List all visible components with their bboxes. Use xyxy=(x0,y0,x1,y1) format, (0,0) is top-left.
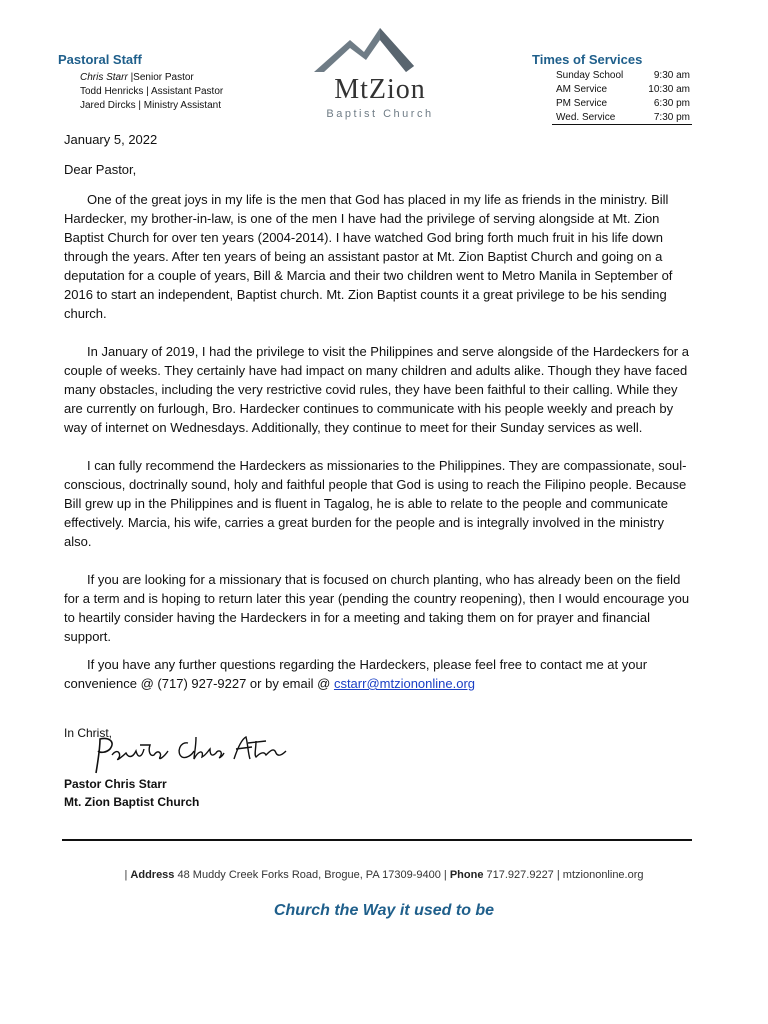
paragraph: I can fully recommend the Hardeckers as missionaries to the Philippines. They are compassionate, soul-conscious, doctrinally sound, holy and faithful people that God is using to reach the Filipino people. Because Bill grew up in the Philippines and is fluent in Tagalog, he is able to relate to the people and communicate effectively. Marcia, his wife, carries a great burden for the people and is integrally involved in the ministry also. xyxy=(64,458,687,549)
service-name: PM Service xyxy=(556,98,608,109)
signer-name: Pastor Chris Starr xyxy=(64,777,167,791)
times-of-services xyxy=(532,52,692,126)
staff-role: |Senior Pastor xyxy=(130,72,194,83)
contact-text: If you have any further questions regarding the Hardeckers, please feel free to contact me at your convenience @ (717) 927-9227 or by email @ xyxy=(64,657,648,691)
staff-role: | Ministry Assistant xyxy=(138,100,221,111)
phone-text: 717.927.9227 xyxy=(486,869,554,881)
mountain-icon xyxy=(310,26,450,76)
paragraph: One of the great joys in my life is the men that God has placed in my life as friends in the ministry. Bill Hardecker, my brother-in-law, is one of the men I have had the privilege of serving alongside at Mt. Zion Baptist Church for over ten years (2004-2014). I have watched God bring forth much fruit in his life down through the years. After ten years of being an assistant pastor at Mt. Zion Baptist Church and going on a deputation for a couple of years, Bill & Marcia and their two children went to Metro Manila in September of 2016 to start an independent, Baptist church. Mt. Zion Baptist counts it a great privilege to be his sending church. xyxy=(64,192,673,321)
service-row xyxy=(532,70,692,84)
letter-body xyxy=(64,130,694,712)
logo-subtitle: Baptist Church xyxy=(326,108,434,120)
service-row xyxy=(532,98,692,112)
footer-separator: | xyxy=(556,869,563,881)
staff-line xyxy=(80,99,288,113)
letter-date: January 5, 2022 xyxy=(64,132,158,147)
email-link[interactable]: cstarr@mtziononline.org xyxy=(333,676,476,691)
service-name: Sunday School xyxy=(556,70,624,81)
address-label: Address xyxy=(130,869,175,881)
closing: In Christ, xyxy=(64,726,113,740)
salutation: Dear Pastor, xyxy=(64,162,137,177)
tagline: Church the Way it used to be xyxy=(273,902,495,919)
service-time: 9:30 am xyxy=(653,70,690,81)
website-text[interactable]: mtziononline.org xyxy=(562,869,644,881)
footer-divider xyxy=(62,839,692,841)
service-time: 6:30 pm xyxy=(653,98,690,109)
signature-block xyxy=(64,775,199,811)
address-text: 48 Muddy Creek Forks Road, Brogue, PA 17309-9400 xyxy=(177,869,441,881)
staff-name: Jared Dircks xyxy=(80,100,136,111)
times-title: Times of Services xyxy=(532,52,643,67)
contact-paragraph xyxy=(64,655,694,693)
footer-separator: | xyxy=(124,869,131,881)
staff-name: Todd Henricks xyxy=(80,86,144,97)
signature-image xyxy=(88,733,288,777)
staff-name: Chris Starr xyxy=(80,72,128,83)
paragraph: If you are looking for a missionary that is focused on church planting, who has already been on the field for a term and is hoping to return later this year (pending the country reopening), then I would encourage you to heartily consider having the Hardeckers in for a meeting and taking them on for prayer and financial support. xyxy=(64,572,690,644)
phone-label: Phone xyxy=(449,869,484,881)
signer-church: Mt. Zion Baptist Church xyxy=(64,795,200,809)
pastoral-staff xyxy=(58,52,288,113)
footer-separator: | xyxy=(443,869,450,881)
staff-line xyxy=(80,71,288,85)
times-divider xyxy=(552,124,692,125)
logo-name: MtZion xyxy=(334,74,426,105)
service-name: Wed. Service xyxy=(556,112,616,123)
staff-line xyxy=(80,85,288,99)
service-time: 10:30 am xyxy=(648,84,690,95)
footer-contact xyxy=(0,869,768,881)
staff-role: | Assistant Pastor xyxy=(146,86,224,97)
paragraph: In January of 2019, I had the privilege to visit the Philippines and serve alongside of the Hardeckers for a couple of weeks. They certainly have had impact on many children and adults alike. Though they have faced many obstacles, including the very restrictive covid rules, they have been faithful to their calling. While they are currently on furlough, Bro. Hardecker continues to communicate with his people weekly and preach by way of internet on Wednesdays. Additionally, they continue to meet for their Sunday services as well. xyxy=(64,344,689,435)
service-time: 7:30 pm xyxy=(653,112,690,123)
staff-title: Pastoral Staff xyxy=(58,52,142,67)
service-row xyxy=(532,84,692,98)
church-logo xyxy=(310,26,450,122)
service-name: AM Service xyxy=(556,84,608,95)
